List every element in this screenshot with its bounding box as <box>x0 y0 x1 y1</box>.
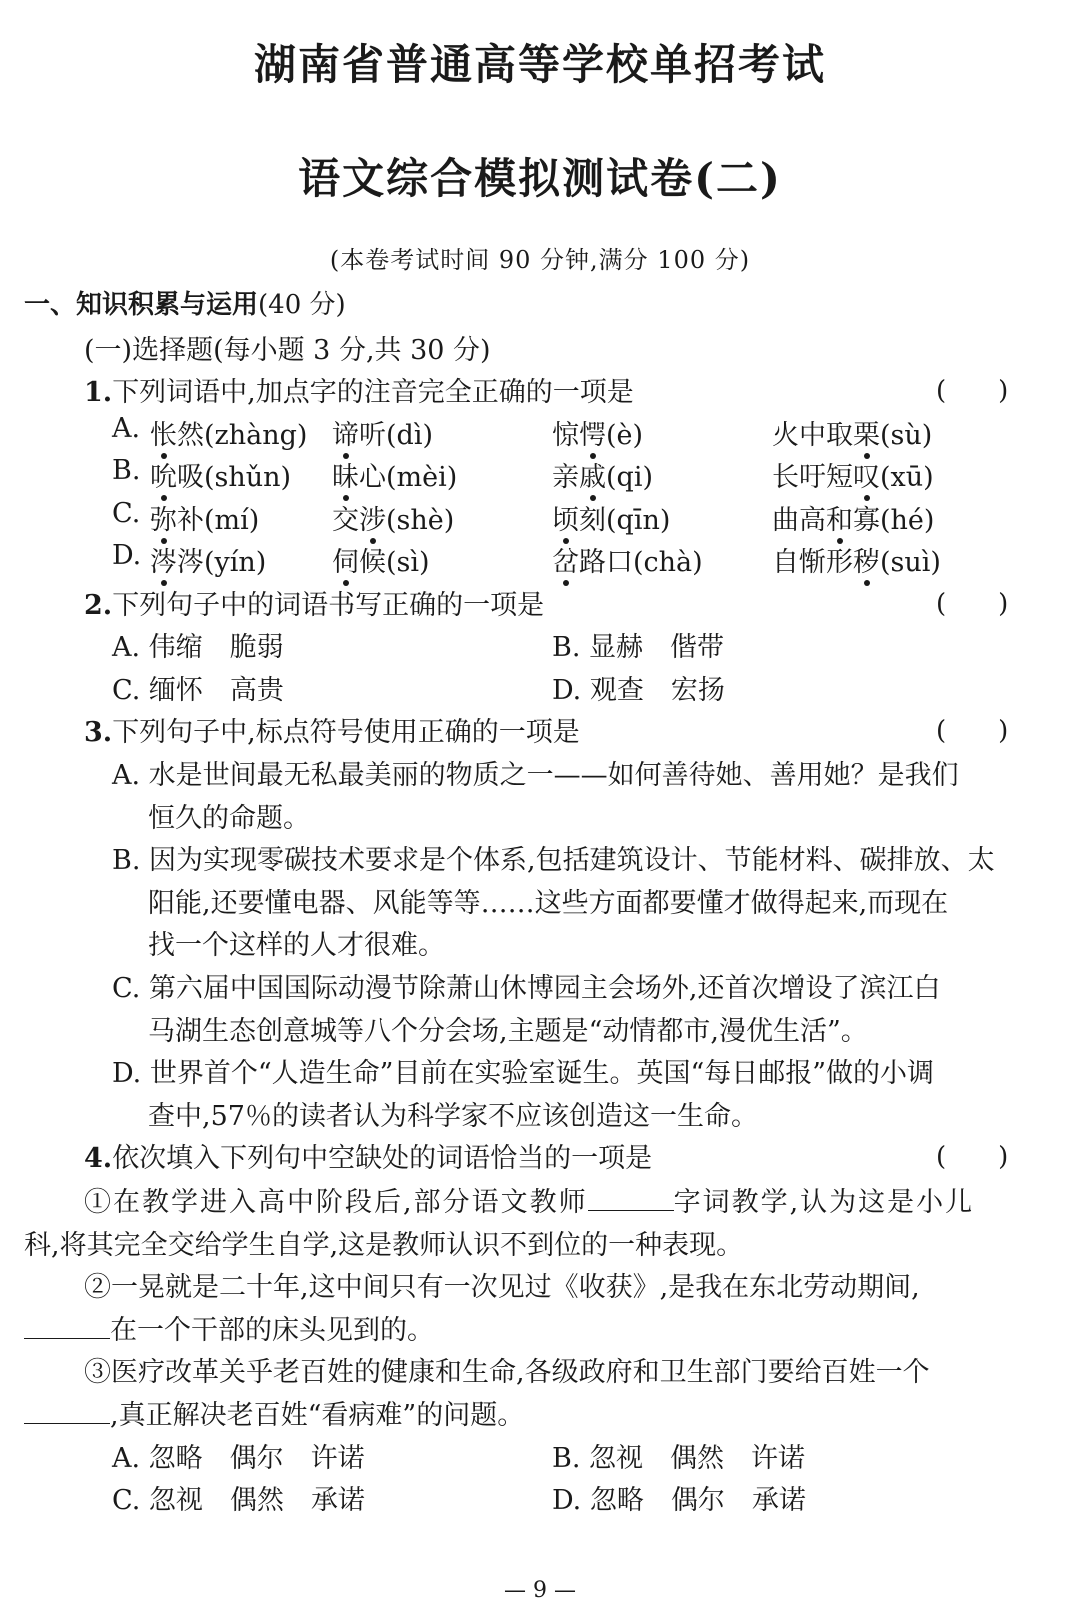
word-suffix: 补(mí) <box>177 505 260 536</box>
dotted-character: 昧 <box>332 462 359 493</box>
option-word <box>552 540 703 579</box>
sentence-2-line-1: ②一晃就是二十年,这中间只有一次见过《收获》,是我在东北劳动期间, <box>84 1272 920 1303</box>
option-word <box>150 455 291 494</box>
question-text: 依次填入下列句中空缺处的词语恰当的一项是 <box>112 1143 653 1174</box>
dotted-character: 弥 <box>150 505 177 536</box>
question-3-stem <box>84 710 580 749</box>
dotted-character: 吮 <box>150 462 177 493</box>
option-word <box>150 413 307 452</box>
option-word <box>332 413 433 452</box>
word-prefix: 曲高 <box>772 505 826 536</box>
option-d: D. 观查 宏扬 <box>552 675 725 706</box>
question-text: 下列句子中的词语书写正确的一项是 <box>112 590 545 621</box>
word-suffix: (sù) <box>880 420 933 451</box>
page-number: — 9 — <box>504 1578 576 1603</box>
dotted-character: 栗 <box>853 420 880 451</box>
word-prefix: 交 <box>332 505 359 536</box>
question-text: 下列句子中,标点符号使用正确的一项是 <box>112 717 580 748</box>
sentence-2-line-2 <box>24 1308 434 1347</box>
word-suffix: 吸(shǔn) <box>177 462 292 493</box>
word-suffix: 候(sì) <box>359 547 430 578</box>
option-c-line-1: C. 第六届中国国际动漫节除萧山休博园主会场外,还首次增设了滨江白 <box>112 973 941 1004</box>
fill-blank <box>24 1399 110 1424</box>
option-word <box>552 498 670 537</box>
dotted-character: 顷 <box>552 505 579 536</box>
sentence-3-line-1: ③医疗改革关乎老百姓的健康和生命,各级政府和卫生部门要给百姓一个 <box>84 1357 930 1388</box>
option-c-line-2: 马湖生态创意城等八个分会场,主题是“动情都市,漫优生活”。 <box>148 1016 868 1047</box>
dotted-character: 戚 <box>579 462 606 493</box>
option-a-line-2: 恒久的命题。 <box>148 803 310 834</box>
option-word <box>552 413 643 452</box>
option-c: C. 缅怀 高贵 <box>112 675 284 706</box>
word-suffix: 路口(chà) <box>579 547 703 578</box>
dotted-character: 涉 <box>359 505 386 536</box>
word-suffix: 然(zhàng) <box>177 420 308 451</box>
answer-blank: ( ) <box>936 589 1009 619</box>
option-letter: D. <box>112 540 142 571</box>
dotted-character: 和 <box>826 505 853 536</box>
exam-title: 湖南省普通高等学校单招考试 <box>253 40 826 89</box>
option-b-line-2: 阳能,还要懂电器、风能等等……这些方面都要懂才做得起来,而现在 <box>148 888 949 919</box>
option-word <box>150 540 266 579</box>
exam-subtitle: 语文综合模拟测试卷(二) <box>298 154 782 203</box>
word-suffix: 涔(yín) <box>177 547 267 578</box>
option-a-line-1: A. 水是世间最无私最美丽的物质之一——如何善待她、善用她？是我们 <box>112 760 959 791</box>
section-points: (40 分) <box>258 290 346 320</box>
dotted-character: 叹 <box>853 462 880 493</box>
dotted-character: 谛 <box>332 420 359 451</box>
option-b-line-3: 找一个这样的人才很难。 <box>148 930 445 961</box>
dotted-character: 怅 <box>150 420 177 451</box>
dotted-character: 岔 <box>552 547 579 578</box>
word-suffix: (è) <box>606 420 644 451</box>
option-a: A. 伟缩 脆弱 <box>112 632 284 663</box>
answer-blank: ( ) <box>936 716 1009 746</box>
subsection-heading: (一)选择题(每小题 3 分,共 30 分) <box>84 335 491 366</box>
word-prefix: 亲 <box>552 462 579 493</box>
option-letter: A. <box>112 413 141 444</box>
word-prefix: 自惭形 <box>772 547 853 578</box>
word-suffix: (suì) <box>880 547 941 578</box>
option-word <box>552 455 653 494</box>
sentence-text: 在一个干部的床头见到的。 <box>110 1315 434 1346</box>
answer-blank: ( ) <box>936 376 1009 406</box>
dotted-character: 愕 <box>579 420 606 451</box>
question-number: 4. <box>84 1143 113 1174</box>
word-prefix: 惊 <box>552 420 579 451</box>
sentence-text: 字词教学,认为这是小儿 <box>673 1187 975 1218</box>
word-suffix: (xū) <box>880 462 934 493</box>
option-word <box>332 540 430 579</box>
option-word <box>150 498 259 537</box>
word-suffix: 刻(qīn) <box>579 505 671 536</box>
dotted-character: 秽 <box>853 547 880 578</box>
word-suffix: (qi) <box>606 462 653 493</box>
option-word <box>772 498 934 537</box>
option-word <box>332 498 454 537</box>
option-word <box>332 455 457 494</box>
word-prefix: 火中取 <box>772 420 853 451</box>
sentence-text: ①在教学进入高中阶段后,部分语文教师 <box>84 1187 588 1218</box>
option-c: C. 忽视 偶然 承诺 <box>112 1485 365 1516</box>
word-suffix: (shè) <box>386 505 455 536</box>
option-d-line-1: D. 世界首个“人造生命”目前在实验室诞生。英国“每日邮报”做的小调 <box>112 1058 935 1089</box>
option-d: D. 忽略 偶尔 承诺 <box>552 1485 806 1516</box>
word-suffix: 寡(hé) <box>853 505 935 536</box>
option-b: B. 显赫 偕带 <box>552 632 725 663</box>
option-word <box>772 455 934 494</box>
question-4-stem <box>84 1136 652 1175</box>
question-number: 1. <box>84 377 113 408</box>
dotted-character: 涔 <box>150 547 177 578</box>
question-text: 下列词语中,加点字的注音完全正确的一项是 <box>112 377 634 408</box>
sentence-1-line-1 <box>84 1180 974 1219</box>
sentence-1-line-2: 科,将其完全交给学生自学,这是教师认识不到位的一种表现。 <box>24 1230 744 1261</box>
question-1-stem <box>84 370 634 409</box>
section-heading <box>24 284 346 321</box>
sentence-3-line-2 <box>24 1393 524 1432</box>
question-number: 2. <box>84 590 113 621</box>
sentence-text: ,真正解决老百姓“看病难”的问题。 <box>110 1400 525 1431</box>
exam-note: (本卷考试时间 90 分钟,满分 100 分) <box>329 246 751 274</box>
fill-blank <box>588 1186 674 1211</box>
word-suffix: 心(mèi) <box>359 462 458 493</box>
option-d-line-2: 查中,57％的读者认为科学家不应该创造这一生命。 <box>148 1101 758 1132</box>
option-letter: B. <box>112 455 141 486</box>
option-word <box>772 413 932 452</box>
option-b-line-1: B. 因为实现零碳技术要求是个体系,包括建筑设计、节能材料、碳排放、太 <box>112 845 995 876</box>
question-2-stem <box>84 583 544 622</box>
option-letter: C. <box>112 498 141 529</box>
option-a: A. 忽略 偶尔 许诺 <box>112 1443 365 1474</box>
word-suffix: 听(dì) <box>359 420 433 451</box>
question-number: 3. <box>84 717 113 748</box>
word-prefix: 长吁短 <box>772 462 853 493</box>
dotted-character: 伺 <box>332 547 359 578</box>
section-label: 一、知识积累与运用 <box>24 290 259 320</box>
option-word <box>772 540 941 579</box>
answer-blank: ( ) <box>936 1142 1009 1172</box>
option-b: B. 忽视 偶然 许诺 <box>552 1443 806 1474</box>
fill-blank <box>24 1314 110 1339</box>
